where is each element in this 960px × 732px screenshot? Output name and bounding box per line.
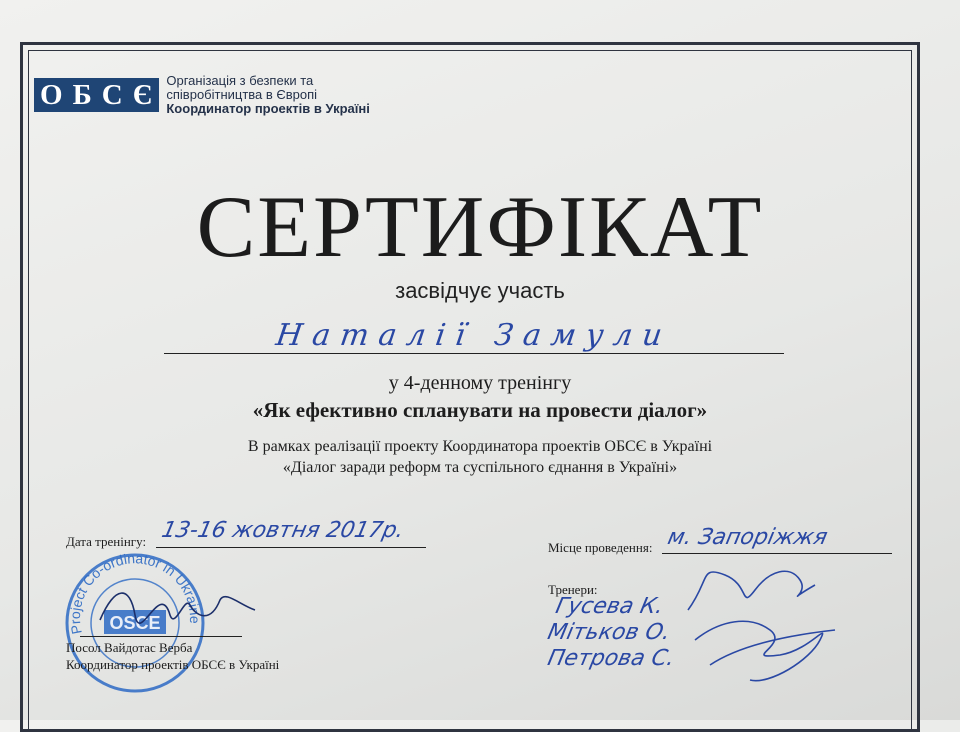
trainer-name: Петрова С. (545, 646, 677, 671)
osce-logo-mark (34, 78, 159, 112)
signature-underline (80, 636, 242, 637)
stamp-center-text: OSCE (109, 613, 161, 633)
org-line: Організація з безпеки та (166, 73, 314, 88)
osce-logo (34, 74, 370, 116)
project-line: В рамках реалізації проекту Координатора проектів ОБСЄ в Україні (247, 438, 713, 455)
ambassador-name: Посол Вайдотас Верба (66, 640, 193, 655)
recipient-name: Наталії Замули (273, 318, 675, 353)
training-duration: у 4-денному тренінгу (388, 372, 572, 394)
logo-letter: С (101, 78, 124, 111)
logo-separator (127, 78, 130, 112)
org-line: співробітництва в Європі (166, 87, 318, 102)
logo-separator (67, 78, 70, 112)
trainer-name: Гусева К. (553, 594, 666, 619)
organization-name (166, 74, 370, 116)
trainer-name: Мітьков О. (545, 620, 673, 645)
logo-letter: Б (72, 78, 93, 111)
logo-separator (96, 78, 99, 112)
ambassador-signature (90, 575, 260, 635)
place-underline (662, 553, 892, 554)
logo-letter: Є (132, 78, 154, 111)
certificate-title: СЕРТИФІКАТ (196, 179, 764, 276)
date-value: 13-16 жовтня 2017р. (159, 518, 407, 543)
trainers-label: Тренери: (548, 582, 598, 597)
certificate-subtitle: засвідчує участь (395, 278, 565, 303)
training-title: «Як ефективно спланувати на провести діалог» (252, 398, 708, 422)
trainer-signature (690, 600, 840, 690)
org-line: Координатор проектів в Україні (166, 101, 370, 116)
ambassador-title: Координатор проектів ОБСЄ в Україні (66, 657, 280, 672)
recipient-underline (164, 353, 784, 354)
stamp-ring-text: Project Co-ordinator in Ukraine (66, 550, 204, 636)
place-label: Місце проведення: (548, 540, 653, 555)
place-value: м. Запоріжжя (665, 525, 830, 550)
date-underline (156, 547, 426, 548)
project-name: «Діалог заради реформ та суспільного єднання в Україні» (282, 459, 678, 476)
date-label: Дата тренінгу: (66, 534, 147, 549)
logo-letter: О (40, 78, 64, 111)
